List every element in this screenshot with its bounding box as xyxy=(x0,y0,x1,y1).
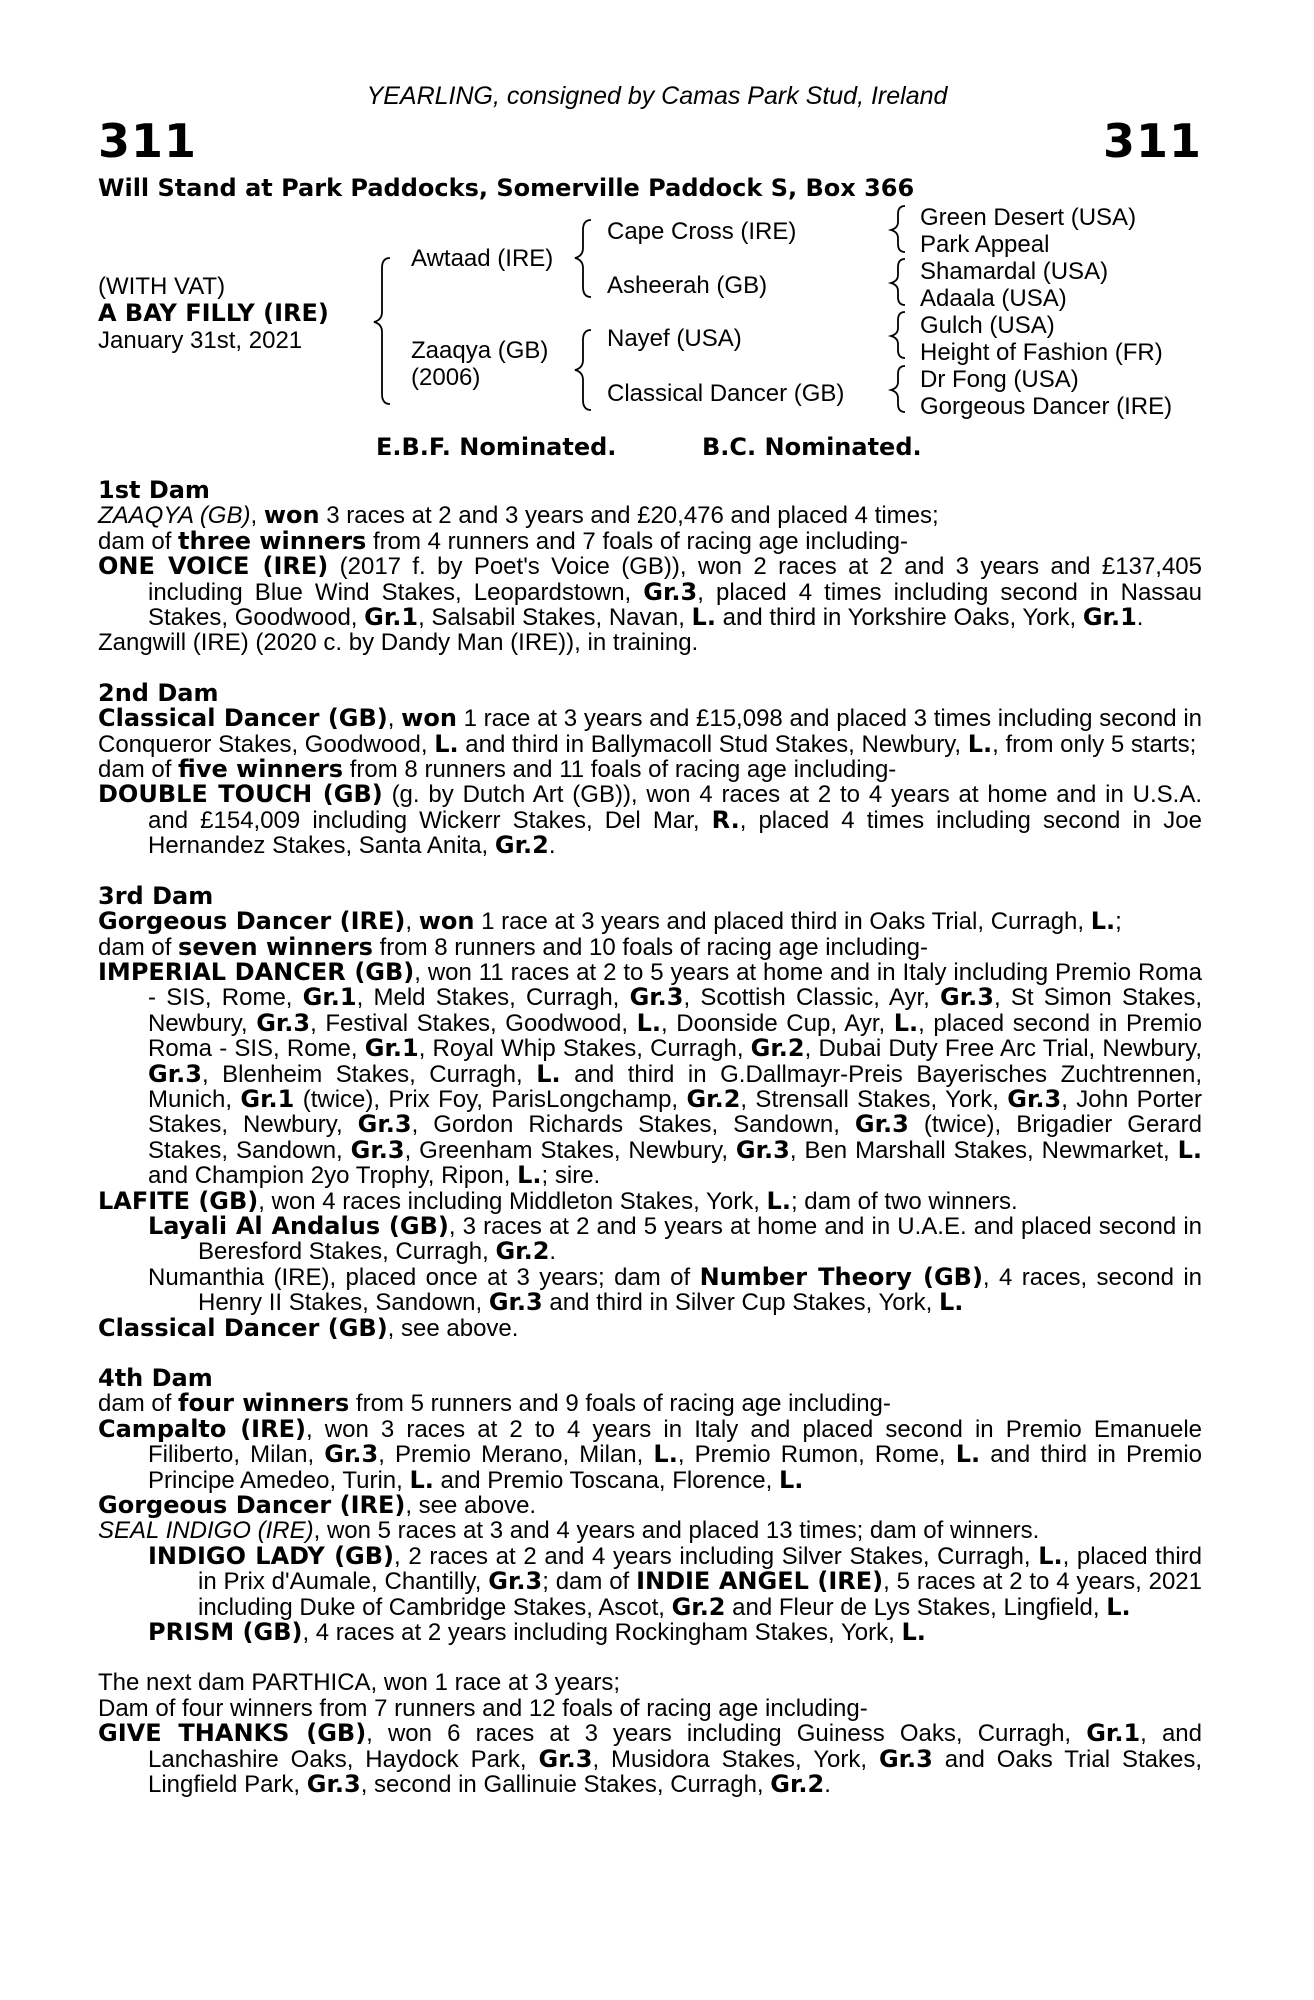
gg-6: Height of Fashion (FR) xyxy=(920,339,1163,366)
progeny-entry: Numanthia (IRE), placed once at 3 years; dam of Number Theory (GB), 4 races, second in Henry II Stakes, Sandown, Gr.3 and third in Silver Cup Stakes, York, L. xyxy=(148,1262,1203,1317)
dam-section-heading: 1st Dam xyxy=(98,476,210,504)
dam-record-line: dam of four winners from 5 runners and 9 foals of racing age including- xyxy=(98,1389,891,1418)
progeny-entry: PRISM (GB), 4 races at 2 years including Rockingham Stakes, York, L. xyxy=(148,1618,926,1647)
dam-record-line: ZAAQYA (GB), won 3 races at 2 and 3 years and £20,476 and placed 4 times; xyxy=(98,501,939,530)
sire-sire-name: Cape Cross (IRE) xyxy=(607,218,797,245)
ebf-nomination: E.B.F. Nominated. xyxy=(376,433,617,461)
bc-nomination: B.C. Nominated. xyxy=(702,433,922,461)
progeny-entry: IMPERIAL DANCER (GB), won 11 races at 2 to 5 years at home and in Italy including Premio Roma - SIS, Rome, Gr.1, Meld Stakes, Curragh, Gr.3, Scottish Classic, Ayr, Gr.3, St Simon Stakes, Newbury, Gr.3, Festival Stakes, Goodwood, L., Doonside Cup, Ayr, L., placed second in Premio Roma - SIS, Rome, Gr.1, Royal Whip Stakes, Curragh, Gr.2, Dubai Duty Free Arc Trial, Newbury, Gr.3, Blenheim Stakes, Curragh, L. and third in G.Dallmayr-Preis Bayerisches Zuchtrennen, Munich, Gr.1 (twice), Prix Foy, ParisLongchamp, Gr.2, Strensall Stakes, York, Gr.3, John Porter Stakes, Newbury, Gr.3, Gordon Richards Stakes, Sandown, Gr.3 (twice), Brigadier Gerard Stakes, Sandown, Gr.3, Greenham Stakes, Newbury, Gr.3, Ben Marshall Stakes, Newmarket, L. and Champion 2yo Trophy, Ripon, L.; sire. xyxy=(98,957,1203,1190)
horse-name: A BAY FILLY (IRE) xyxy=(98,299,329,327)
progeny-entry: ONE VOICE (IRE) (2017 f. by Poet's Voice (GB)), won 2 races at 2 and 3 years and £137,405 including Blue Wind Stakes, Leopardstown, Gr.3, placed 4 times including second in Nassau Stakes, Goodwood, Gr.1, Salsabil Stakes, Navan, L. and third in Yorkshire Oaks, York, Gr.1. xyxy=(98,552,1202,632)
gg-7: Dr Fong (USA) xyxy=(920,366,1079,393)
brace-gen3-1 xyxy=(891,206,905,252)
dam-year: (2006) xyxy=(411,364,481,391)
dam-name: Zaaqya (GB) xyxy=(411,337,549,364)
progeny-entry: Layali Al Andalus (GB), 3 races at 2 and 5 years at home and in U.A.E. and placed second in Beresford Stakes, Curragh, Gr.2. xyxy=(148,1211,1202,1266)
dam-sire-name: Nayef (USA) xyxy=(607,325,742,352)
foaling-date: January 31st, 2021 xyxy=(98,327,303,354)
dam-record-line: Gorgeous Dancer (IRE), won 1 race at 3 years and placed third in Oaks Trial, Curragh, L.; xyxy=(98,907,1122,936)
dam-dam-name: Classical Dancer (GB) xyxy=(607,380,845,407)
brace-gen3-2 xyxy=(891,259,905,305)
dam-section-heading: 2nd Dam xyxy=(98,678,219,707)
section-gap xyxy=(98,656,1202,681)
lot-number-left: 311 xyxy=(98,114,198,168)
progeny-entry: Campalto (IRE), won 3 races at 2 to 4 years in Italy and placed second in Premio Emanuele Filiberto, Milan, Gr.3, Premio Merano, Milan, L., Premio Rumon, Rome, L. and third in Premio Principe Amedeo, Turin, L. and Premio Toscana, Florence, L. xyxy=(98,1414,1202,1494)
brace-sire xyxy=(575,220,591,297)
section-gap xyxy=(98,859,1202,884)
dam-record-line: Classical Dancer (GB), won 1 race at 3 years and £15,098 and placed 3 times including second in Conqueror Stakes, Goodwood, L. and third in Ballymacoll Stud Stakes, Newbury, L., from only 5 starts; xyxy=(98,704,1203,758)
gg-2: Park Appeal xyxy=(920,231,1050,258)
gg-3: Shamardal (USA) xyxy=(920,258,1109,285)
progeny-entry: DOUBLE TOUCH (GB) (g. by Dutch Art (GB)), won 4 races at 2 to 4 years at home and in U.S.A. and £154,009 including Wickerr Stakes, Del Mar, R., placed 4 times including second in Joe Hernandez Stakes, Santa Anita, Gr.2. xyxy=(98,780,1202,860)
dam-section-heading: 3rd Dam xyxy=(98,881,214,910)
brace-gen3-4 xyxy=(891,366,905,412)
dam-record-line: dam of three winners from 4 runners and 7 foals of racing age including- xyxy=(98,526,908,555)
gg-5: Gulch (USA) xyxy=(920,312,1055,339)
sire-dam-name: Asheerah (GB) xyxy=(607,272,768,299)
progeny-entry: GIVE THANKS (GB), won 6 races at 3 years including Guiness Oaks, Curragh, Gr.1, and Lanchashire Oaks, Haydock Park, Gr.3, Musidora Stakes, York, Gr.3 and Oaks Trial Stakes, Lingfield Park, Gr.3, second in Gallinuie Stakes, Curragh, Gr.2. xyxy=(98,1719,1202,1799)
dam-record-line: Dam of four winners from 7 runners and 12 foals of racing age including- xyxy=(98,1694,868,1722)
brace-dam xyxy=(575,330,591,410)
dam-section-heading: 4th Dam xyxy=(98,1364,213,1392)
section-gap xyxy=(98,1645,1202,1670)
gg-8: Gorgeous Dancer (IRE) xyxy=(920,393,1173,420)
consignor-caption: YEARLING, consigned by Camas Park Stud, Ireland xyxy=(366,82,948,110)
progeny-entry: Zangwill (IRE) (2020 c. by Dandy Man (IRE)), in training. xyxy=(98,629,699,657)
brace-parents xyxy=(374,258,390,404)
dam-record-line: dam of five winners from 8 runners and 11 foals of racing age including- xyxy=(98,755,897,784)
gg-1: Green Desert (USA) xyxy=(920,204,1137,231)
progeny-entry: SEAL INDIGO (IRE), won 5 races at 3 and 4 years and placed 13 times; dam of winners. xyxy=(98,1517,1040,1545)
progeny-entry: Gorgeous Dancer (IRE), see above. xyxy=(98,1491,537,1520)
dam-record-line: dam of seven winners from 8 runners and 10 foals of racing age including- xyxy=(98,932,928,961)
lot-number-right: 311 xyxy=(1102,114,1202,168)
produce-record xyxy=(98,478,1202,1798)
sire-name: Awtaad (IRE) xyxy=(411,245,554,272)
brace-gen3-3 xyxy=(891,312,905,358)
progeny-entry: INDIGO LADY (GB), 2 races at 2 and 4 years including Silver Stakes, Curragh, L., placed third in Prix d'Aumale, Chantilly, Gr.3; dam of INDIE ANGEL (IRE), 5 races at 2 to 4 years, 2021 including Duke of Cambridge Stakes, Ascot, Gr.2 and Fleur de Lys Stakes, Lingfield, L. xyxy=(148,1541,1202,1621)
progeny-entry: LAFITE (GB), won 4 races including Middleton Stakes, York, L.; dam of two winners. xyxy=(98,1186,1018,1215)
gg-4: Adaala (USA) xyxy=(920,285,1067,312)
vat-note: (WITH VAT) xyxy=(98,273,226,300)
stand-location: Will Stand at Park Paddocks, Somerville Paddock S, Box 366 xyxy=(98,174,915,202)
progeny-entry: Classical Dancer (GB), see above. xyxy=(98,1313,519,1342)
section-gap xyxy=(98,1341,1202,1366)
dam-record-line: The next dam PARTHICA, won 1 race at 3 years; xyxy=(98,1669,620,1697)
